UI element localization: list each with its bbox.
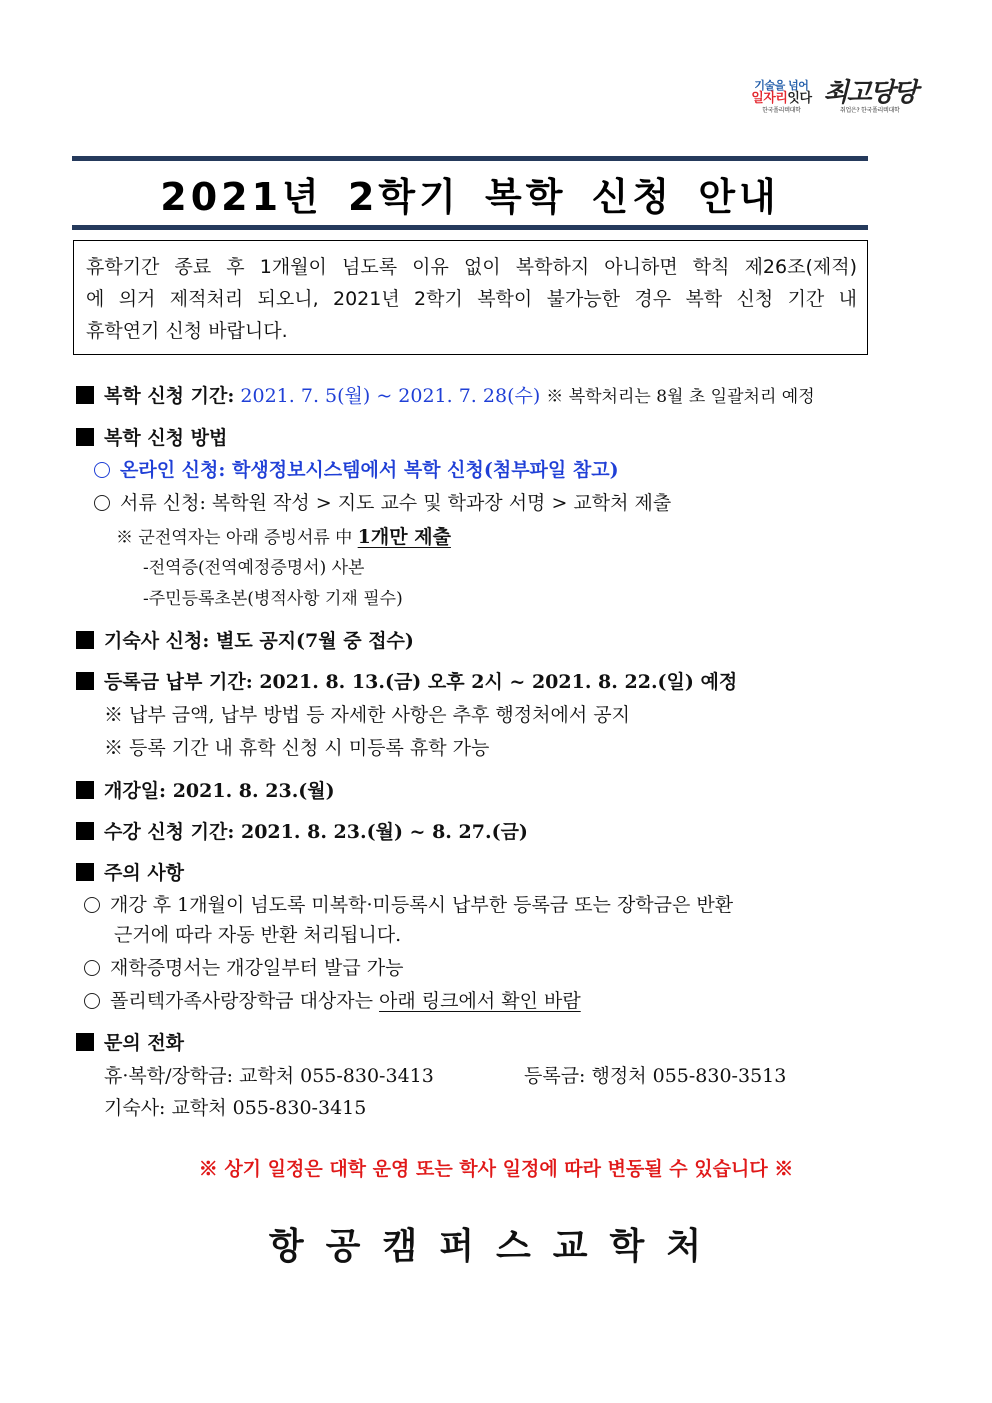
section-caution — [76, 863, 184, 883]
contact-line-2: 기숙사: 교학처 055-830-3415 — [104, 1097, 367, 1119]
caution-item-3-link[interactable]: 아래 링크에서 확인 바람 — [379, 990, 581, 1012]
notice-line-2: 에 의거 제적처리 되오니, 2021년 2학기 복학이 불가능한 경우 복학 신청 기간 내 — [86, 288, 857, 310]
logo-best-main: 최고당당 — [823, 78, 916, 108]
section-contact — [76, 1033, 184, 1053]
logo-slogan-line2b: 잇다 — [787, 91, 812, 106]
caution-item-3-prefix: 폴리텍가족사랑장학금 대상자는 — [110, 990, 373, 1012]
method-military-prefix: ※ 군전역자는 아래 증빙서류 中 — [116, 528, 353, 548]
contact-line-1b: 등록금: 행정처 055-830-3513 — [524, 1065, 787, 1087]
notice-line-1: 휴학기간 종료 후 1개월이 넘도록 이유 없이 복학하지 아니하면 학칙 제26조(제적) — [86, 256, 857, 278]
dorm-label: 기숙사 신청: 별도 공지(7월 중 접수) — [104, 630, 414, 652]
square-bullet-icon — [76, 781, 94, 799]
tuition-note-1: ※ 납부 금액, 납부 방법 등 자세한 사항은 추후 행정처에서 공지 — [104, 704, 630, 726]
caution-item-3 — [84, 992, 581, 1011]
square-bullet-icon — [76, 822, 94, 840]
contact-label: 문의 전화 — [104, 1032, 185, 1054]
square-bullet-icon — [76, 386, 94, 404]
circle-bullet-icon — [84, 960, 100, 976]
polytech-slogan-logo — [751, 80, 811, 114]
method-military-emph: 1개만 제출 — [357, 526, 451, 548]
period-value: 2021. 7. 5(월) ~ 2021. 7. 28(수) — [240, 385, 541, 407]
method-online — [94, 461, 619, 480]
period-label: 복학 신청 기간: — [104, 385, 235, 407]
title-box — [72, 156, 868, 230]
method-military — [116, 528, 451, 547]
notice-box — [73, 240, 868, 355]
circle-bullet-icon — [84, 993, 100, 1009]
method-doc-1: -전역증(전역예정증명서) 사본 — [143, 558, 365, 578]
contact-line-1a: 휴·복학/장학금: 교학처 055-830-3413 — [104, 1065, 434, 1087]
caution-label: 주의 사항 — [104, 862, 185, 884]
logo-area — [751, 80, 916, 114]
logo-university-name: 한국폴리텍대학 — [762, 107, 801, 114]
logo-slogan-line1: 기술을 넘어 — [754, 79, 809, 92]
square-bullet-icon — [76, 863, 94, 881]
tuition-label: 등록금 납부 기간: 2021. 8. 13.(금) 오후 2시 ~ 2021. 8. 22.(일) 예정 — [104, 671, 738, 693]
circle-bullet-icon — [94, 495, 110, 511]
schedule-notice: ※ 상기 일정은 대학 운영 또는 학사 일정에 따라 변동될 수 있습니다 ※ — [198, 1158, 794, 1180]
logo-slogan-line2a: 일자리 — [751, 91, 788, 106]
method-paper-text: 서류 신청: 복학원 작성 > 지도 교수 및 학과장 서명 > 교학처 제출 — [120, 492, 672, 514]
caution-item-1-line1: 개강 후 1개월이 넘도록 미복학·미등록시 납부한 등록금 또는 장학금은 반환 — [110, 894, 734, 916]
section-method — [76, 428, 227, 448]
section-opening — [76, 781, 335, 801]
caution-item-2 — [84, 959, 403, 978]
caution-item-1 — [84, 896, 733, 915]
section-period — [76, 386, 815, 406]
course-label: 수강 신청 기간: 2021. 8. 23.(월) ~ 8. 27.(금) — [104, 821, 528, 843]
period-note: ※ 복학처리는 8월 초 일괄처리 예정 — [546, 387, 815, 407]
caution-item-1-line2: 근거에 따라 자동 반환 처리됩니다. — [114, 924, 402, 946]
section-course — [76, 822, 528, 842]
circle-bullet-icon — [94, 462, 110, 478]
method-label: 복학 신청 방법 — [104, 427, 228, 449]
section-tuition — [76, 672, 737, 692]
footer-department: 항공캠퍼스교학처 — [268, 1226, 724, 1267]
page-title: 2021년 2학기 복학 신청 안내 — [160, 174, 780, 219]
tuition-note-2: ※ 등록 기간 내 휴학 신청 시 미등록 휴학 가능 — [104, 737, 490, 759]
caution-item-2-text: 재학증명서는 개강일부터 발급 가능 — [110, 957, 404, 979]
section-dorm — [76, 631, 414, 651]
logo-best-sub: 취업은? 한국폴리텍대학 — [840, 107, 900, 114]
method-paper — [94, 494, 671, 513]
method-online-text: 온라인 신청: 학생정보시스템에서 복학 신청(첨부파일 참고) — [120, 459, 619, 481]
method-doc-2: -주민등록초본(병적사항 기재 필수) — [143, 589, 403, 609]
square-bullet-icon — [76, 1033, 94, 1051]
circle-bullet-icon — [84, 897, 100, 913]
polytech-best-logo — [824, 80, 916, 114]
square-bullet-icon — [76, 672, 94, 690]
square-bullet-icon — [76, 428, 94, 446]
opening-label: 개강일: 2021. 8. 23.(월) — [104, 780, 335, 802]
square-bullet-icon — [76, 631, 94, 649]
notice-line-3: 휴학연기 신청 바랍니다. — [86, 320, 288, 342]
